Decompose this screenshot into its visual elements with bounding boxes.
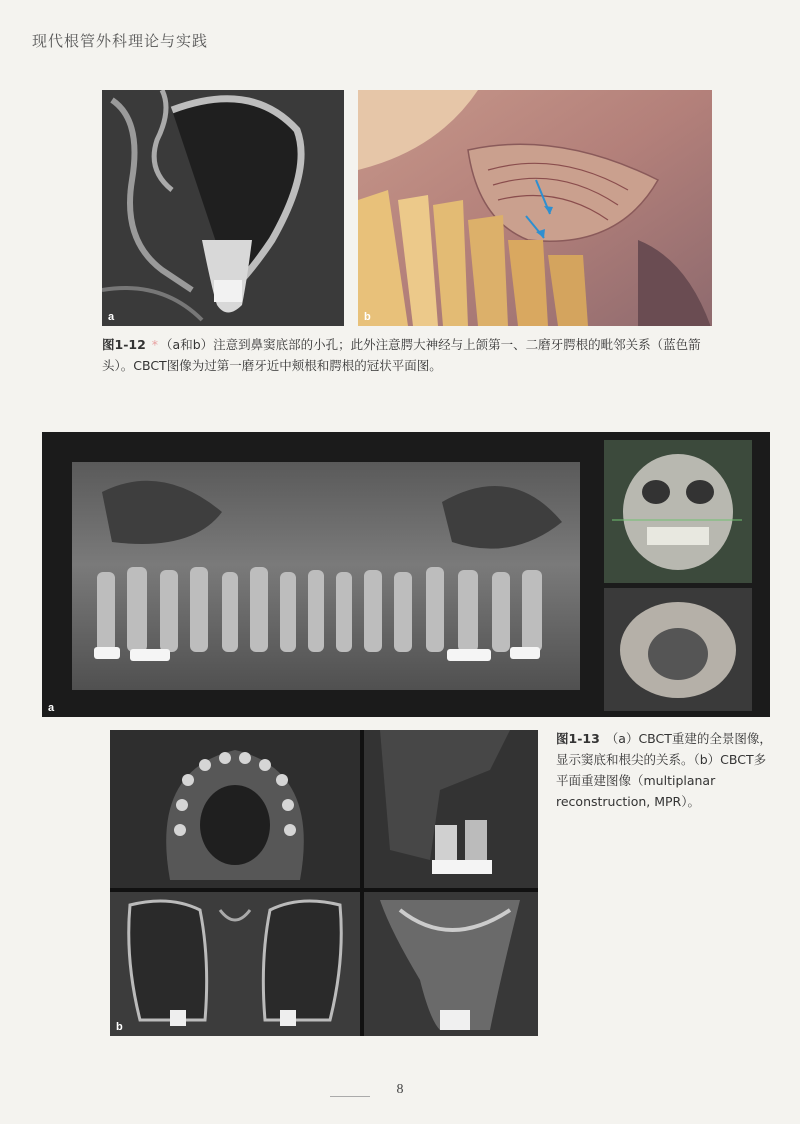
- caption-text: （a和b）注意到鼻窦底部的小孔；此外注意腭大神经与上颌第一、二磨牙腭根的毗邻关系（蓝色箭头）。CBCT图像为过第一磨牙近中颊根和腭根的冠状平面图。: [102, 337, 701, 373]
- cbct-coronal-image: [102, 90, 344, 326]
- figure-1-12-caption: [102, 334, 714, 376]
- page-number: 8: [396, 1082, 404, 1097]
- figure-1-13-caption: [556, 728, 774, 812]
- caption-marker: *: [151, 337, 159, 352]
- figure-1-13-panel-a: [42, 432, 770, 717]
- figure-1-12-panel-a: [102, 90, 344, 326]
- panel-label: a: [108, 311, 115, 323]
- panoramic-cbct-image: [42, 432, 770, 717]
- caption-text: （a）CBCT重建的全景图像，显示窦底和根尖的关系。（b）CBCT多平面重建图像（multiplanar reconstruction, MPR）。: [556, 731, 772, 809]
- running-header: 现代根管外科理论与实践: [32, 32, 209, 50]
- figure-1-12-panel-b: [358, 90, 712, 326]
- figure-number: 图1-13: [556, 731, 600, 746]
- panel-label: b: [364, 311, 371, 323]
- multiplanar-cbct-image: [110, 730, 538, 1036]
- figure-number: 图1-12: [102, 337, 146, 352]
- panel-label: a: [48, 702, 55, 714]
- panel-label: b: [116, 1021, 123, 1033]
- anatomical-dissection-photo: [358, 90, 712, 326]
- figure-1-13-panel-b: [110, 730, 538, 1036]
